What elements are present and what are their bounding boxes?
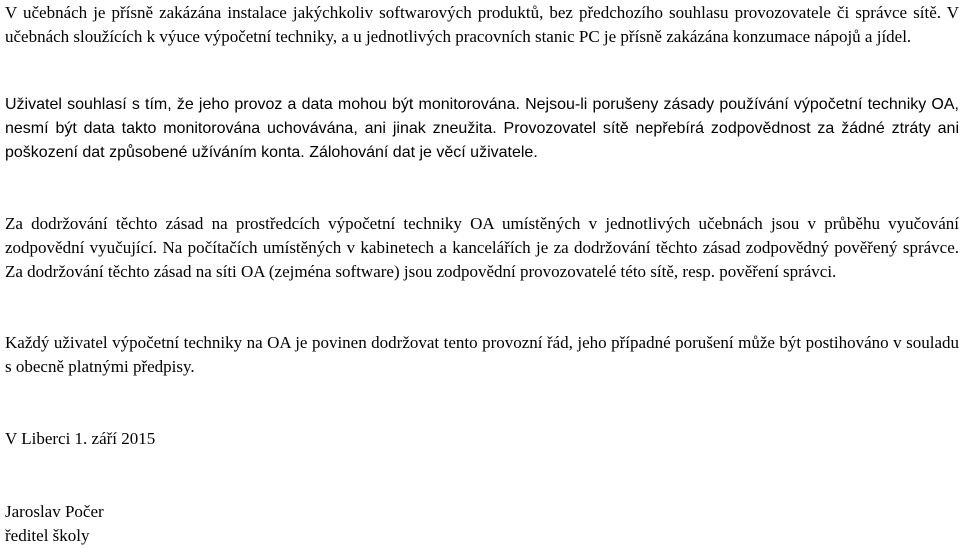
paragraph-software-and-food-rules: V učebnách je přísně zakázána instalace jakýchkoliv softwarových produktů, bez předchozího souhlasu provozovatele či správce sítě. V učebnách sloužících k výuce výpočetní techniky, a u jednotlivých pracovních stanic PC je přísně zakázána konzumace nápojů a jídel. <box>5 3 959 46</box>
signature-block <box>5 500 104 548</box>
paragraph-monitoring-consent: Uživatel souhlasí s tím, že jeho provoz a data mohou být monitorována. Nejsou-li porušeny zásady používání výpočetní techniky OA, nesmí být data takto monitorována uchovávána, ani jinak zneužita. Provozovatel sítě nepřebírá zodpovědnost za žádné ztráty ani poškození dat způsobené užíváním konta. Zálohování dat je věcí uživatele. <box>5 96 959 161</box>
date-line: V Liberci 1. září 2015 <box>5 429 156 448</box>
paragraph-compliance: Každý uživatel výpočetní techniky na OA je povinen dodržovat tento provozní řád, jeho případné porušení může být postihováno v souladu s obecně platnými předpisy. <box>5 333 959 376</box>
signature-name: Jaroslav Počer <box>5 502 104 521</box>
signature-title: ředitel školy <box>5 526 90 545</box>
paragraph-responsibility: Za dodržování těchto zásad na prostředcích výpočetní techniky OA umístěných v jednotlivých učebnách jsou v průběhu vyučování zodpovědní vyučující. Na počítačích umístěných v kabinetech a kancelářích je za dodržování těchto zásad zodpovědný pověřený správce. Za dodržování těchto zásad na síti OA (zejména software) jsou zodpovědní provozovatelé této sítě, resp. pověření správci. <box>5 214 959 281</box>
